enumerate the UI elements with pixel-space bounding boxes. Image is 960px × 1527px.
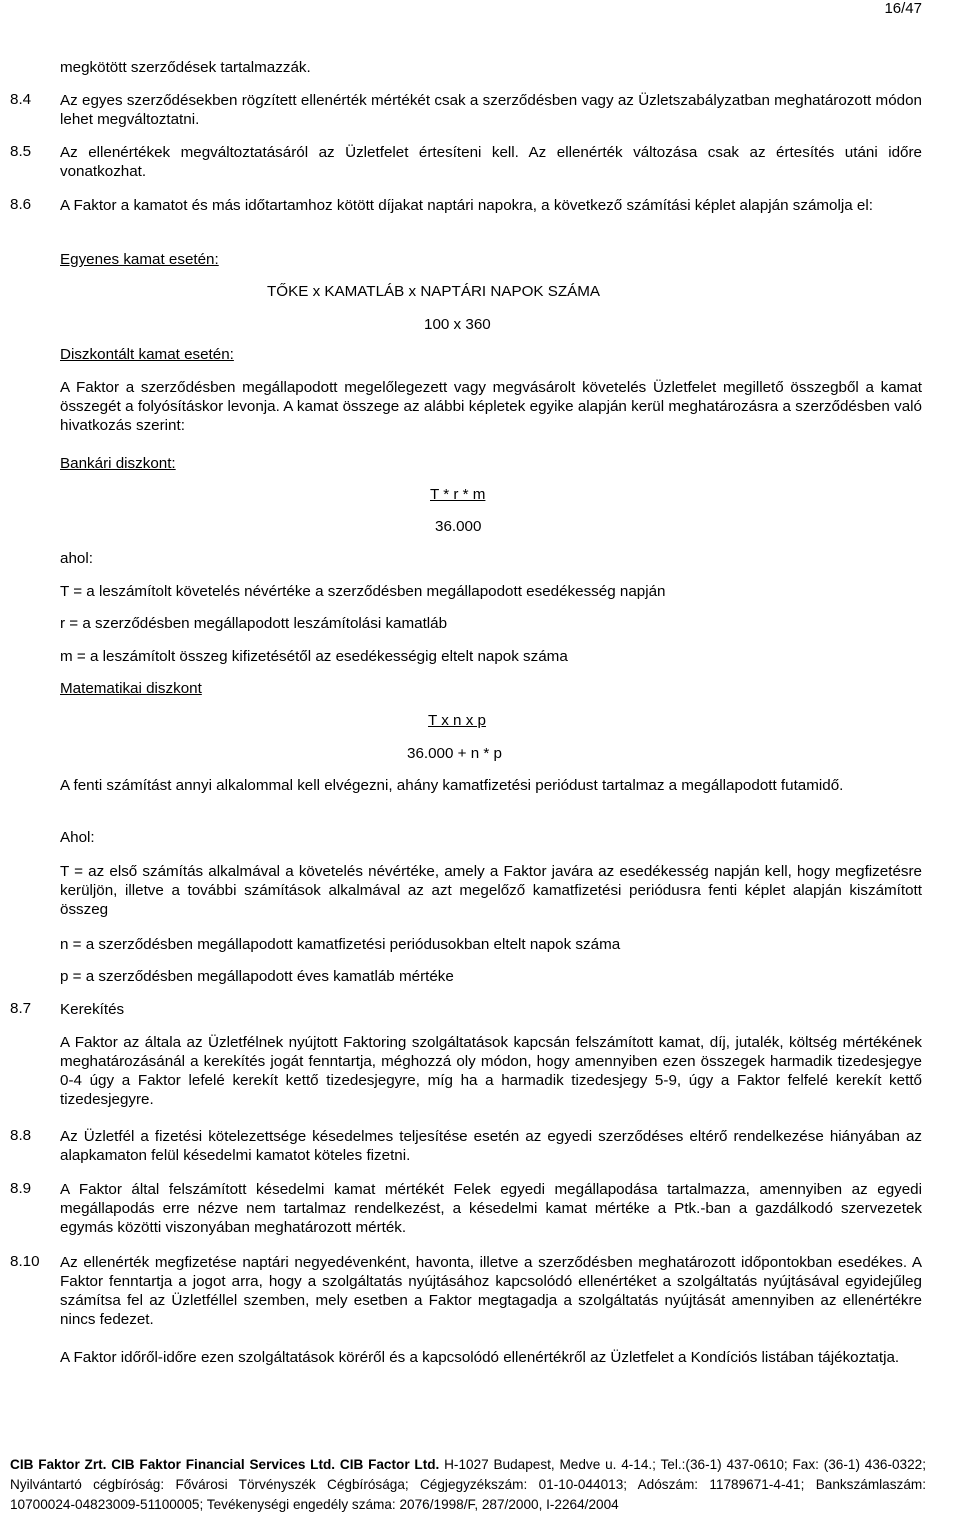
section-text: A Faktor időről-időre ezen szolgáltatások köréről és a kapcsolódó ellenértékről az Üzletfelet a Kondíciós listában tájékoztatja. xyxy=(60,1349,900,1366)
matematikai-numerator: T x n x p xyxy=(428,712,486,729)
matematikai-diszkont-label: Matematikai diszkont xyxy=(60,680,202,697)
section-text: Az ellenérték megfizetése naptári negyedévenként, havonta, illetve a szerződésben meghatározott időpontokban esedékes. A Faktor fenntartja a jogot arra, hogy a szolgáltatás nyújtásához kapcsolódó ellenértéket a szolgáltatás nyújtásával egyidejűleg számítsa fel az Üzletféllel szemben, mely esetben a Faktor megtagadja a szolgáltatás nyújtását amennyiben az ellenértékre nincs fedezet. xyxy=(60,1254,922,1328)
definition-t2: T = az első számítás alkalmával a követelés névértéke, amely a Faktor javára az esedékesség napján kell, hogy megfizetésre kerüljön, illetve a további számítások alkalmával az azt megelőző kamatfizetési periódusra fenti képlet alapján kiszámított összeg xyxy=(60,863,922,918)
section-number: 8.4 xyxy=(10,91,32,108)
paragraph-text: A Faktor a szerződésben megállapodott megelőlegezett vagy megvásárolt követelés Üzletfelet megillető összegből a kamat összegét a folyósításkor levonja. A kamat összege az alábbi képletek egyike alapján kerül meghatározásra a szerződésben való hivatkozás szerint: xyxy=(60,379,922,434)
section-8-8 xyxy=(10,1127,922,1165)
definition-m: m = a leszámítolt összeg kifizetésétől az esedékességig eltelt napok száma xyxy=(60,648,568,665)
diszkont-kamat-label: Diszkontált kamat esetén: xyxy=(60,346,234,363)
egyenes-kamat-label: Egyenes kamat esetén: xyxy=(60,251,219,268)
section-number: 8.7 xyxy=(10,1000,32,1017)
section-number: 8.6 xyxy=(10,196,32,213)
section-8-4 xyxy=(10,91,922,129)
footer-details: H-1027 Budapest, Medve u. 4-14.; Tel.:(36-1) 437-0610; Fax: (36-1) 436-0322; Nyilvántartó cégbíróság: Fővárosi Törvényszék Cégbírósága; Cégjegyzékszám: 01-10-044013; Adószám: 11789671-4-41; Bankszámlaszám: 10700024-04823009-51100005; Tevékenységi engedély száma: 2076/1998/F, 287/2000, I-2264/2004 xyxy=(10,1457,926,1512)
section-8-7 xyxy=(10,1000,922,1019)
section-number: 8.10 xyxy=(10,1253,40,1270)
section-8-6 xyxy=(10,196,922,215)
ahol2-label: Ahol: xyxy=(60,829,95,846)
section-8-9 xyxy=(10,1180,922,1237)
fenti-paragraph xyxy=(10,776,922,795)
section-title: Kerekítés xyxy=(60,1001,125,1018)
definition-r: r = a szerződésben megállapodott leszámítolási kamatláb xyxy=(60,615,448,632)
section-8-10-text2 xyxy=(10,1348,922,1367)
section-number: 8.5 xyxy=(10,143,32,160)
formula-numerator: TŐKE x KAMATLÁB x NAPTÁRI NAPOK SZÁMA xyxy=(267,283,601,300)
definition-n: n = a szerződésben megállapodott kamatfizetési periódusokban eltelt napok száma xyxy=(60,936,621,953)
diszkont-paragraph xyxy=(10,378,922,435)
section-text: Az Üzletfél a fizetési kötelezettsége késedelmes teljesítése esetén az egyedi szerződéses eltérő rendelkezése hiányában az alapkamaton felül késedelmi kamatot köteles fizetni. xyxy=(60,1128,922,1164)
definition-t2-block xyxy=(10,862,922,919)
paragraph-text: A fenti számítást annyi alkalommal kell elvégezni, ahány kamatfizetési periódust tartalmaz a megállapodott futamidő. xyxy=(60,777,844,794)
definition-p: p = a szerződésben megállapodott éves kamatláb mértéke xyxy=(60,968,454,985)
definition-t: T = a leszámítolt követelés névértéke a szerződésben megállapodott esedékesség napján xyxy=(60,583,666,600)
section-text: A Faktor az általa az Üzletfélnek nyújtott Faktoring szolgáltatások kapcsán felszámított kamat, díj, jutalék, költség mértékének meghatározásánál a kerekítés jogát fenntartja, méghozzá oly módon, hogy amennyiben ezen összegek harmadik tizedesjegye 0-4 úgy a Faktor lefelé kerekít kettő tizedesjegyre, míg ha a harmadik tizedesjegy 5-9, úgy a Faktor felfelé kerekít kettő tizedesjegyre. xyxy=(60,1034,922,1108)
section-text: Az ellenértékek megváltoztatásáról az Üzletfelet értesíteni kell. Az ellenérték változása csak az értesítés utáni időre vonatkozhat. xyxy=(60,144,922,180)
section-text: Az egyes szerződésekben rögzített ellenérték mértékét csak a szerződésben vagy az Üzletszabályzatban meghatározott módon lehet megváltoztatni. xyxy=(60,92,922,128)
section-number: 8.8 xyxy=(10,1127,32,1144)
section-8-5 xyxy=(10,143,922,181)
section-8-10 xyxy=(10,1253,922,1329)
section-8-7-text xyxy=(10,1033,922,1109)
page-number: 16/47 xyxy=(884,0,922,17)
formula-denominator: 100 x 360 xyxy=(424,316,491,333)
ahol-label: ahol: xyxy=(60,550,93,567)
section-text: A Faktor által felszámított késedelmi kamat mértékét Felek egyedi megállapodása tartalmazza, amennyiben az egyedi megállapodás erre nézve nem tartalmaz rendelkezést, a késedelmi kamat mértéke a Ptk.-ban a gazdálkodó szervezetek egymás közötti viszonyában meghatározott mérték. xyxy=(60,1181,922,1236)
bankari-diszkont-label: Bankári diszkont: xyxy=(60,455,176,472)
bankari-denominator: 36.000 xyxy=(435,518,482,535)
bankari-numerator: T * r * m xyxy=(430,486,486,503)
matematikai-denominator: 36.000 + n * p xyxy=(407,745,503,762)
section-text: A Faktor a kamatot és más időtartamhoz kötött díjakat naptári napokra, a következő számítási képlet alapján számolja el: xyxy=(60,197,873,214)
intro-line: megkötött szerződések tartalmazzák. xyxy=(60,59,311,76)
footer-company: CIB Faktor Zrt. CIB Faktor Financial Services Ltd. CIB Factor Ltd. xyxy=(10,1457,440,1472)
page-footer xyxy=(10,1455,926,1515)
section-number: 8.9 xyxy=(10,1180,32,1197)
